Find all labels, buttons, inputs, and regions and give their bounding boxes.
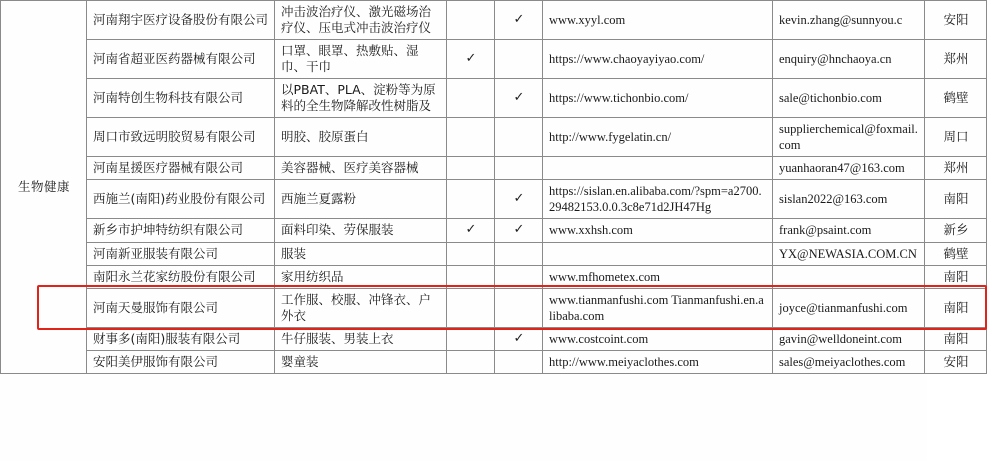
website[interactable]: www.mfhometex.com [543, 265, 773, 288]
city: 鹤壁 [925, 79, 987, 118]
city: 南阳 [925, 180, 987, 219]
email[interactable]: enquiry@hnchaoya.cn [773, 40, 925, 79]
email[interactable]: gavin@welldoneint.com [773, 327, 925, 351]
city: 新乡 [925, 219, 987, 243]
table-row [1, 180, 987, 219]
company-name: 西施兰(南阳)药业股份有限公司 [87, 180, 275, 219]
website[interactable]: www.xxhsh.com [543, 219, 773, 243]
website[interactable]: www.tianmanfushi.com Tianmanfushi.en.alibaba.com [543, 288, 773, 327]
company-name: 财事多(南阳)服装有限公司 [87, 327, 275, 351]
website[interactable]: https://www.tichonbio.com/ [543, 79, 773, 118]
product-desc: 服装 [275, 242, 447, 265]
website[interactable]: www.xyyl.com [543, 1, 773, 40]
company-name: 河南省超亚医药器械有限公司 [87, 40, 275, 79]
table-row [1, 79, 987, 118]
mark-column-1 [447, 1, 495, 40]
email[interactable]: sales@meiyaclothes.com [773, 351, 925, 374]
email[interactable]: kevin.zhang@sunnyou.c [773, 1, 925, 40]
mark-column-2: ✓ [495, 327, 543, 351]
city: 安阳 [925, 351, 987, 374]
company-name: 河南天曼服饰有限公司 [87, 288, 275, 327]
product-desc: 家用纺织品 [275, 265, 447, 288]
website[interactable] [543, 242, 773, 265]
city: 南阳 [925, 327, 987, 351]
mark-column-1 [447, 157, 495, 180]
product-desc: 西施兰夏露粉 [275, 180, 447, 219]
mark-column-2: ✓ [495, 1, 543, 40]
table-row [1, 1, 987, 40]
mark-column-1 [447, 327, 495, 351]
mark-column-1 [447, 351, 495, 374]
product-desc: 以PBAT、PLA、淀粉等为原料的全生物降解改性树脂及 [275, 79, 447, 118]
website[interactable]: http://www.fygelatin.cn/ [543, 118, 773, 157]
table-row [1, 118, 987, 157]
table-row [1, 157, 987, 180]
email[interactable]: frank@psaint.com [773, 219, 925, 243]
company-name: 安阳美伊服饰有限公司 [87, 351, 275, 374]
product-desc: 美容器械、医疗美容器械 [275, 157, 447, 180]
email[interactable]: supplierchemical@foxmail.com [773, 118, 925, 157]
mark-column-1 [447, 242, 495, 265]
table-row-highlighted [1, 288, 987, 327]
mark-column-2: ✓ [495, 79, 543, 118]
mark-column-1: ✓ [447, 40, 495, 79]
company-name: 南阳永兰花家纺股份有限公司 [87, 265, 275, 288]
company-name: 河南新亚服装有限公司 [87, 242, 275, 265]
product-desc: 牛仔服装、男装上衣 [275, 327, 447, 351]
mark-column-2 [495, 242, 543, 265]
mark-column-2 [495, 118, 543, 157]
city: 郑州 [925, 40, 987, 79]
website[interactable]: www.costcoint.com [543, 327, 773, 351]
mark-column-1 [447, 118, 495, 157]
company-name: 新乡市护坤特纺织有限公司 [87, 219, 275, 243]
website[interactable] [543, 157, 773, 180]
product-desc: 明胶、胶原蛋白 [275, 118, 447, 157]
table-row [1, 265, 987, 288]
mark-column-2 [495, 265, 543, 288]
mark-column-2 [495, 288, 543, 327]
table-row [1, 242, 987, 265]
mark-column-2 [495, 40, 543, 79]
website[interactable]: https://www.chaoyayiyao.com/ [543, 40, 773, 79]
mark-column-2 [495, 157, 543, 180]
mark-column-2: ✓ [495, 219, 543, 243]
city: 鹤壁 [925, 242, 987, 265]
city: 郑州 [925, 157, 987, 180]
table-body [1, 1, 987, 374]
website[interactable]: https://sislan.en.alibaba.com/?spm=a2700.29482153.0.0.3c8e71d2JH47Hg [543, 180, 773, 219]
mark-column-1: ✓ [447, 219, 495, 243]
table-row [1, 327, 987, 351]
table-row [1, 219, 987, 243]
city: 周口 [925, 118, 987, 157]
city: 南阳 [925, 288, 987, 327]
table-row [1, 40, 987, 79]
website[interactable]: http://www.meiyaclothes.com [543, 351, 773, 374]
product-desc: 婴童装 [275, 351, 447, 374]
product-desc: 面料印染、劳保服装 [275, 219, 447, 243]
mark-column-1 [447, 180, 495, 219]
mark-column-2: ✓ [495, 180, 543, 219]
city: 安阳 [925, 1, 987, 40]
email[interactable]: YX@NEWASIA.COM.CN [773, 242, 925, 265]
company-name: 河南特创生物科技有限公司 [87, 79, 275, 118]
email[interactable]: joyce@tianmanfushi.com [773, 288, 925, 327]
mark-column-1 [447, 79, 495, 118]
company-name: 河南星援医疗器械有限公司 [87, 157, 275, 180]
email[interactable]: yuanhaoran47@163.com [773, 157, 925, 180]
mark-column-2 [495, 351, 543, 374]
product-desc: 工作服、校服、冲锋衣、户外衣 [275, 288, 447, 327]
company-name: 周口市致远明胶贸易有限公司 [87, 118, 275, 157]
city: 南阳 [925, 265, 987, 288]
email[interactable]: sislan2022@163.com [773, 180, 925, 219]
category-cell: 生物健康 [1, 1, 87, 374]
mark-column-1 [447, 288, 495, 327]
mark-column-1 [447, 265, 495, 288]
product-desc: 口罩、眼罩、热敷贴、湿巾、干巾 [275, 40, 447, 79]
email[interactable] [773, 265, 925, 288]
email[interactable]: sale@tichonbio.com [773, 79, 925, 118]
company-name: 河南翔宇医疗设备股份有限公司 [87, 1, 275, 40]
table-row [1, 351, 987, 374]
product-desc: 冲击波治疗仪、激光磁场治疗仪、压电式冲击波治疗仪 [275, 1, 447, 40]
